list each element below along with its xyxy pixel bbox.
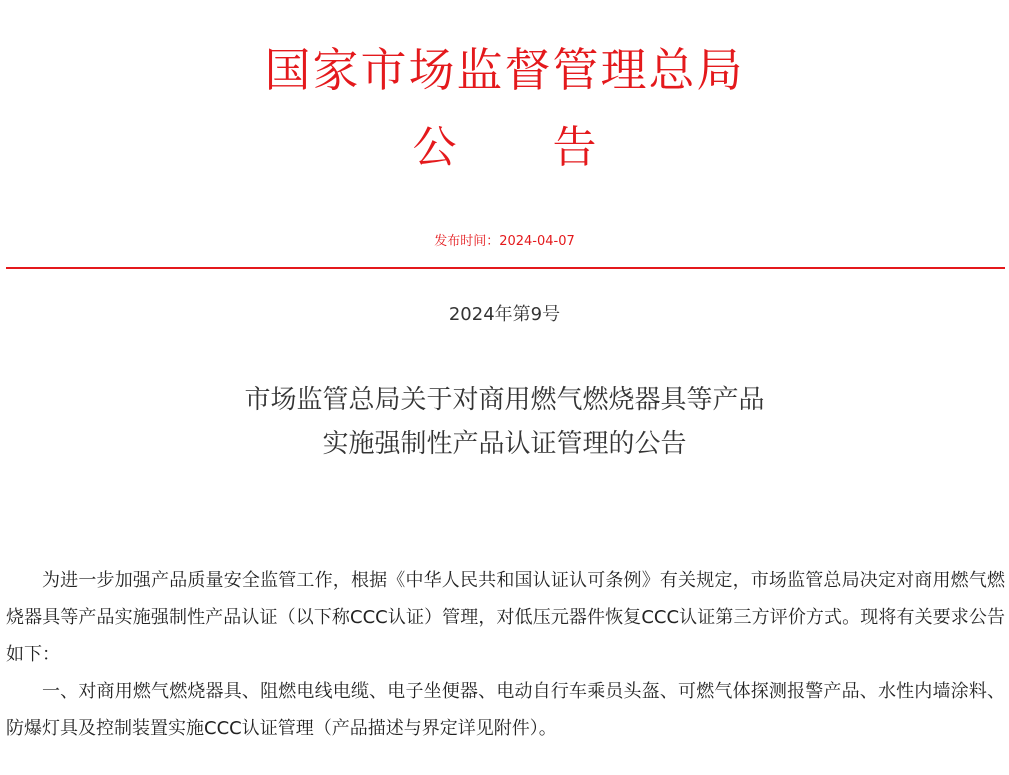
document-title [0, 378, 1009, 466]
body-paragraph-2: 一、对商用燃气燃烧器具、阻燃电线电缆、电子坐便器、电动自行车乘员头盔、可燃气体探测报警产品、水性内墙涂料、防爆灯具及控制装置实施CCC认证管理（产品描述与界定详见附件）。 [6, 681, 1005, 739]
notice-heading [0, 118, 1009, 178]
document-body [6, 562, 1005, 747]
document-title-line-1: 市场监管总局关于对商用燃气燃烧器具等产品 [244, 385, 765, 415]
publish-date-label: 发布时间： [434, 234, 500, 249]
document-number: 2024年第9号 [448, 304, 561, 325]
notice-heading-left: 公 [412, 122, 457, 173]
publish-date [0, 230, 1009, 249]
notice-heading-right: 告 [552, 122, 597, 173]
document-title-line-2: 实施强制性产品认证管理的公告 [322, 429, 687, 459]
header-divider [6, 267, 1005, 269]
body-paragraph-1: 为进一步加强产品质量安全监管工作，根据《中华人民共和国认证认可条例》有关规定，市场监管总局决定对商用燃气燃烧器具等产品实施强制性产品认证（以下称CCC认证）管理，对低压元器件恢复CCC认证第三方评价方式。现将有关要求公告如下： [6, 570, 1005, 665]
masthead [0, 40, 1009, 178]
agency-title: 国家市场监督管理总局 [264, 43, 745, 97]
publish-date-value: 2024-04-07 [499, 234, 575, 249]
